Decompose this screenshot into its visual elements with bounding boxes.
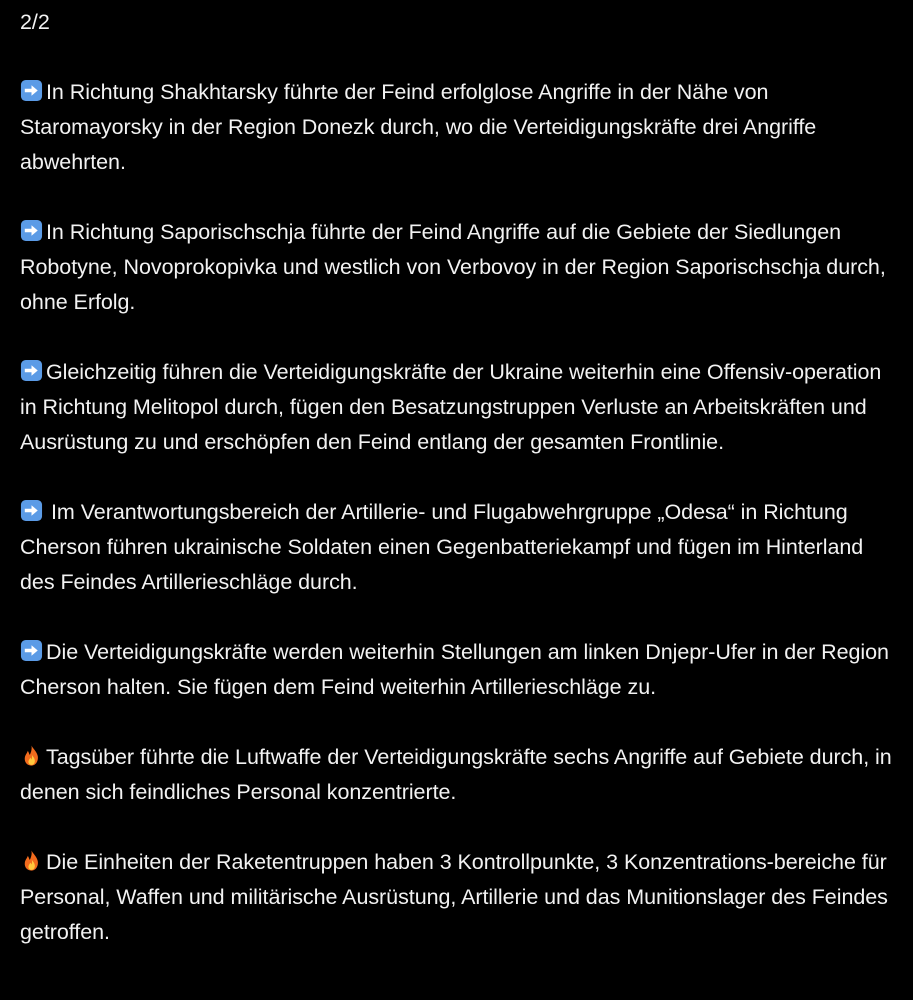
paragraph-text: Im Verantwortungsbereich der Artillerie- und Flugabwehrgruppe „Odesa“ in Richtung Cherson führen ukrainische Soldaten einen Gegenbatteriekampf und fügen im Hinterland des Feindes Artillerieschläge durch.: [20, 500, 864, 594]
paragraph-text: In Richtung Saporischschja führte der Feind Angriffe auf die Gebiete der Siedlungen Robotyne, Novoprokopivka und westlich von Verbovoy in der Region Saporischschja durch, ohne Erfolg.: [20, 220, 886, 314]
report-paragraph: [20, 75, 901, 180]
report-paragraph: [20, 215, 901, 320]
report-paragraph: [20, 635, 901, 705]
report-paragraph: [20, 495, 901, 600]
paragraph-text: Tagsüber führte die Luftwaffe der Verteidigungskräfte sechs Angriffe auf Gebiete durch, in denen sich feindliches Personal konzentrierte.: [20, 745, 892, 804]
report-paragraph: [20, 355, 901, 460]
right-arrow-icon: [20, 359, 43, 382]
report-paragraph: [20, 845, 901, 950]
paragraph-text: Gleichzeitig führen die Verteidigungskräfte der Ukraine weiterhin eine Offensiv-operation in Richtung Melitopol durch, fügen den Besatzungstruppen Verluste an Arbeitskräften und Ausrüstung zu und erschöpfen den Feind entlang der gesamten Frontlinie.: [20, 360, 882, 454]
page-counter: 2/2: [20, 10, 50, 34]
fire-icon: [20, 849, 43, 872]
paragraph-text: Die Einheiten der Raketentruppen haben 3 Kontrollpunkte, 3 Konzentrations-bereiche für Personal, Waffen und militärische Ausrüstung, Artillerie und das Munitionslager des Feindes getroffen.: [20, 850, 888, 944]
fire-icon: [20, 744, 43, 767]
paragraph-text: Die Verteidigungskräfte werden weiterhin Stellungen am linken Dnjepr-Ufer in der Region Cherson halten. Sie fügen dem Feind weiterhin Artillerieschläge zu.: [20, 640, 889, 699]
paragraph-text: In Richtung Shakhtarsky führte der Feind erfolglose Angriffe in der Nähe von Staromayorsky in der Region Donezk durch, wo die Verteidigungskräfte drei Angriffe abwehrten.: [20, 80, 817, 174]
right-arrow-icon: [20, 639, 43, 662]
right-arrow-icon: [20, 79, 43, 102]
report-paragraph: [20, 740, 901, 810]
right-arrow-icon: [20, 219, 43, 242]
right-arrow-icon: [20, 499, 43, 522]
